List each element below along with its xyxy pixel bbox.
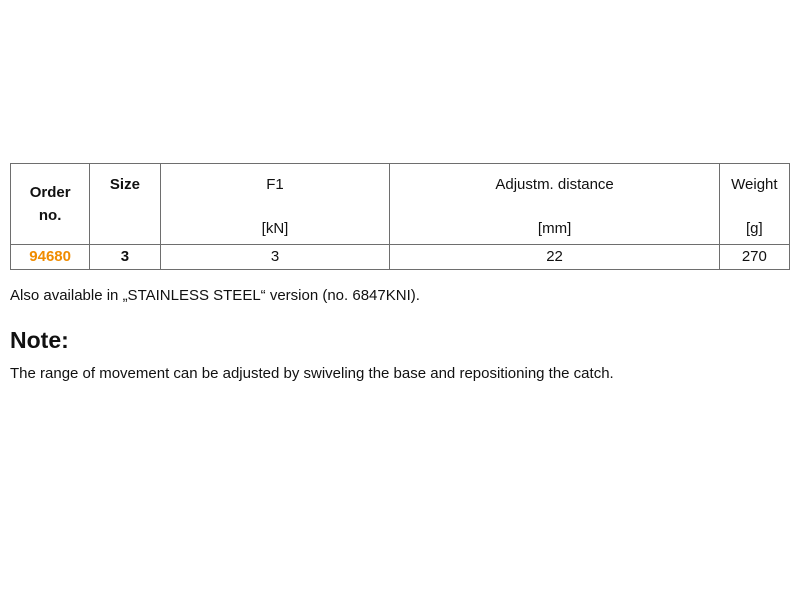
cell-order-no <box>11 245 90 270</box>
cell-adjustment-distance: 22 <box>390 245 719 270</box>
cell-size: 3 <box>90 245 160 270</box>
header-adjustment-distance <box>390 164 719 245</box>
note-text: The range of movement can be adjusted by swiveling the base and repositioning the catch. <box>10 365 614 382</box>
specification-table <box>10 163 790 270</box>
table-row <box>11 245 790 270</box>
header-order-no <box>11 164 90 245</box>
table-header-row <box>11 164 790 245</box>
header-size <box>90 164 160 245</box>
header-size-label: Size <box>109 176 140 193</box>
header-weight-unit: [g] <box>746 220 763 237</box>
header-f1-label: F1 <box>266 176 284 193</box>
cell-f1: 3 <box>160 245 390 270</box>
header-order-label: Order <box>29 184 71 201</box>
header-weight-label: Weight <box>731 176 778 193</box>
order-number-link[interactable]: 94680 <box>29 248 71 265</box>
header-adjustment-label: Adjustm. distance <box>495 176 614 193</box>
header-adjustment-unit: [mm] <box>537 220 572 237</box>
cell-weight: 270 <box>719 245 789 270</box>
header-no-label: no. <box>38 207 62 224</box>
header-weight <box>719 164 789 245</box>
availability-text: Also available in „STAINLESS STEEL“ version (no. 6847KNI). <box>10 287 420 304</box>
header-f1-unit: [kN] <box>261 220 289 237</box>
header-f1 <box>160 164 390 245</box>
note-heading: Note: <box>10 327 69 353</box>
